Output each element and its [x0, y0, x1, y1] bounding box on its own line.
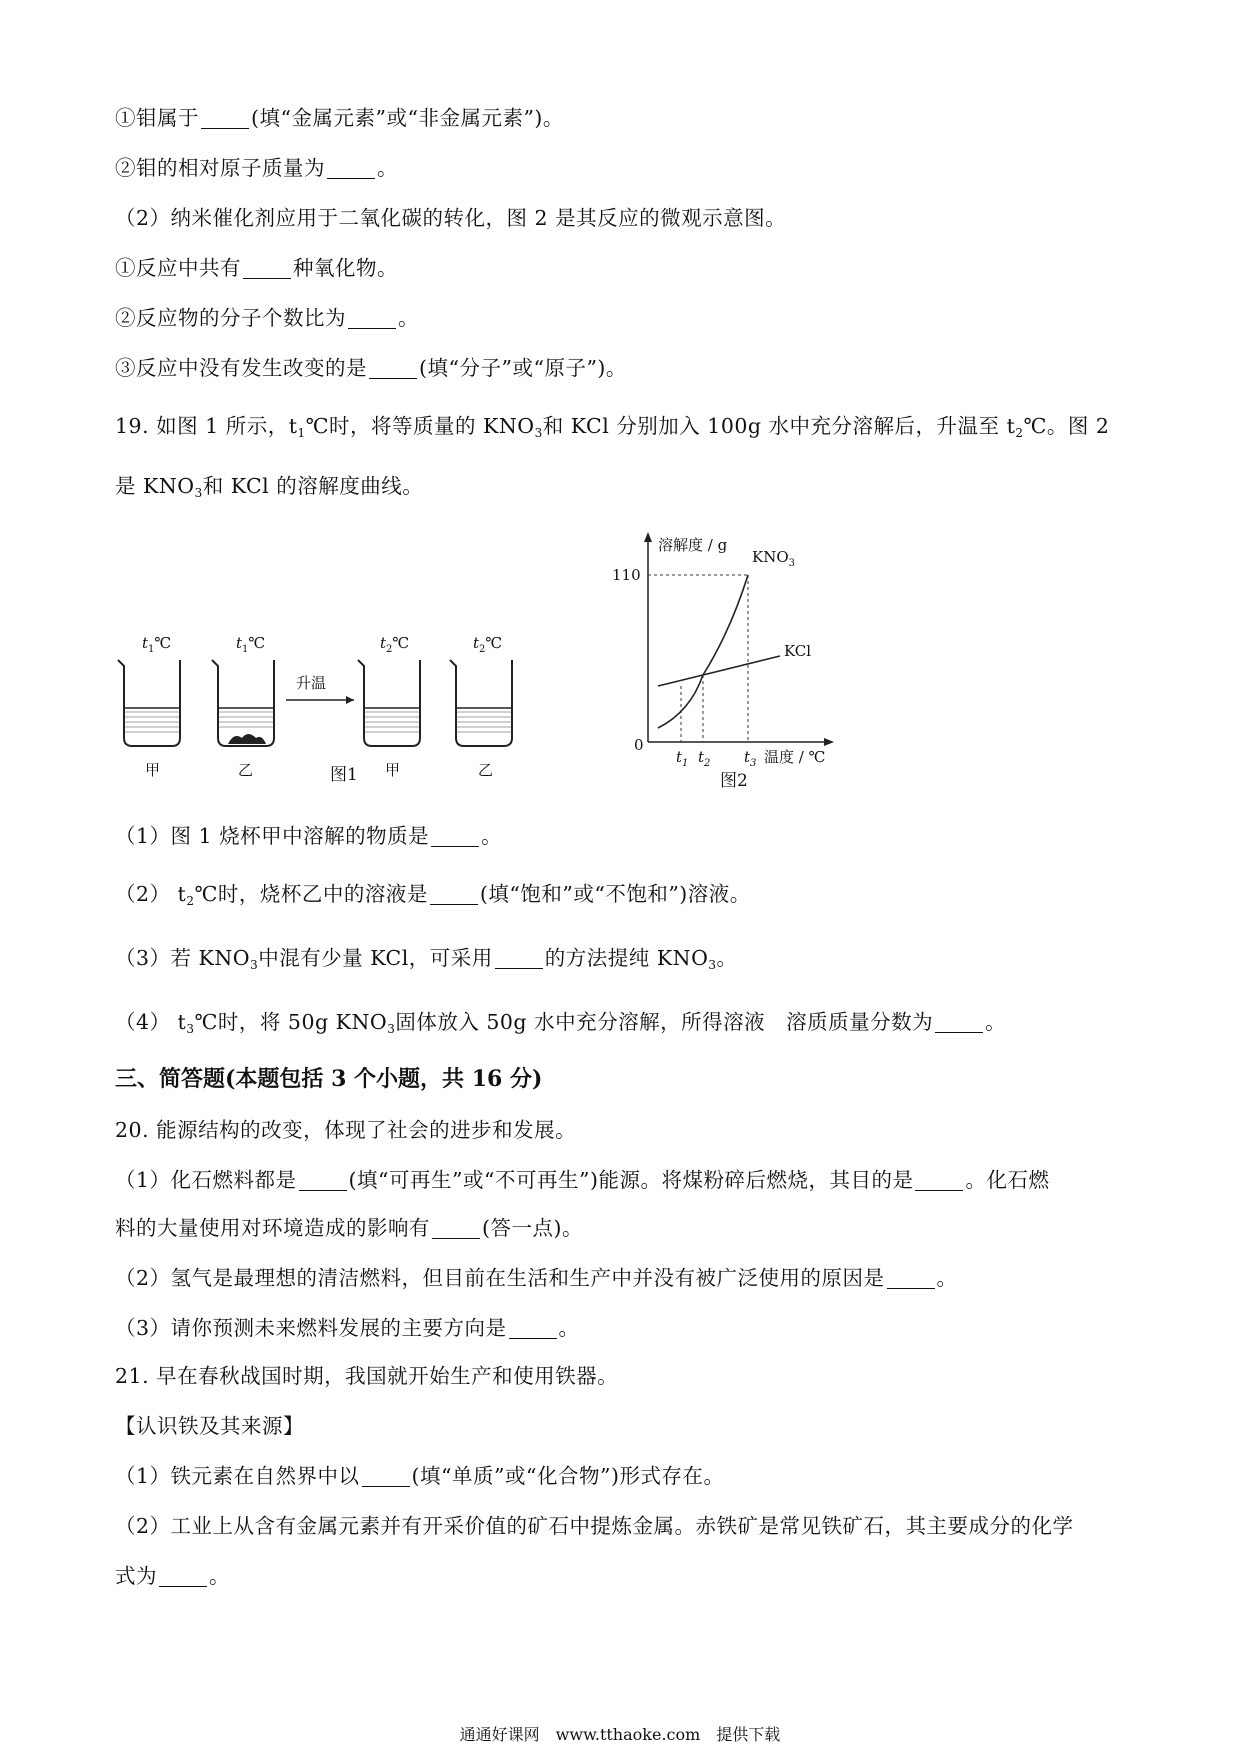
q19-sub1: （1）图 1 烧杯甲中溶解的物质是 。	[115, 824, 503, 848]
answer-blank[interactable]	[327, 177, 375, 179]
figure2-caption: 图2	[720, 771, 748, 791]
answer-blank[interactable]	[887, 1287, 935, 1289]
x-tick-t1: $t_1$	[676, 748, 689, 769]
heating-arrow	[286, 674, 354, 704]
beaker-3-temp: $t_2℃$	[380, 634, 410, 655]
x-tick-t3: $t_3$	[744, 748, 757, 769]
beaker-4-label: 乙	[478, 761, 494, 779]
beaker-4-temp: $t_2℃$	[473, 634, 503, 655]
answer-blank[interactable]	[348, 327, 396, 329]
arrow-label: 升温	[296, 674, 327, 692]
q19-sub4: （4） $t_3℃$时，将 50g $KNO_3$固体放入 50g 水中充分溶解，所得溶液 溶质质量分数为 。	[115, 1010, 1007, 1036]
series-kcl-line	[658, 656, 780, 686]
q20-item2: （2）氢气是最理想的清洁燃料，但目前在生活和生产中并没有被广泛使用的原因是 。	[115, 1266, 958, 1290]
beaker-3-label: 甲	[385, 761, 401, 779]
series-kcl-label: KCl	[784, 642, 812, 660]
q18-part2-sub2: ②反应物的分子个数比为 。	[115, 306, 419, 330]
undissolved-solid	[228, 734, 266, 744]
answer-blank[interactable]	[243, 277, 291, 279]
q20-item1-line2: 料的大量使用对环境造成的影响有 (答一点)。	[115, 1216, 583, 1240]
beaker-1-temp: $t_1℃$	[142, 634, 172, 655]
beaker-1	[118, 634, 180, 779]
q18-part2-sub1: ①反应中共有 种氧化物。	[115, 256, 398, 280]
q19-stem-line2: 是 $KNO_3$和 KCl 的溶解度曲线。	[115, 474, 424, 500]
q20-item1-line1: （1）化石燃料都是 (填“可再生”或“不可再生”)能源。将煤粉碎后燃烧，其目的是 。化石燃	[115, 1168, 1050, 1192]
figure2-solubility-chart	[612, 528, 860, 791]
q19-stem-line1: 19. 如图 1 所示，$t_1℃$时，将等质量的 $KNO_3$和 KCl 分别加入 100g 水中充分溶解后，升温至 $t_2℃$。图 2	[115, 414, 1110, 440]
series-kno3-label: $KNO_3$	[752, 548, 796, 569]
answer-blank[interactable]	[362, 1485, 410, 1487]
q19-sub2: （2） $t_2℃$时，烧杯乙中的溶液是 (填“饱和”或“不饱和”)溶液。	[115, 882, 751, 908]
x-axis-label: 温度 / ℃	[764, 748, 826, 766]
q18-sub2: ②钼的相对原子质量为 。	[115, 156, 398, 180]
answer-blank[interactable]	[935, 1031, 983, 1033]
origin-label: 0	[634, 736, 644, 754]
beaker-3	[358, 634, 420, 779]
answer-blank[interactable]	[431, 845, 479, 847]
answer-blank[interactable]	[430, 903, 478, 905]
answer-blank[interactable]	[495, 967, 543, 969]
answer-blank[interactable]	[299, 1189, 347, 1191]
q18-part2-sub3: ③反应中没有发生改变的是 (填“分子”或“原子”)。	[115, 356, 627, 380]
beaker-2-temp: $t_1℃$	[236, 634, 266, 655]
answer-blank[interactable]	[509, 1337, 557, 1339]
page-footer: 通通好课网 www.tthaoke.com 提供下载	[459, 1725, 781, 1744]
answer-blank[interactable]	[201, 127, 249, 129]
q19-sub3: （3）若 $KNO_3$中混有少量 KCl，可采用 的方法提纯 $KNO_3$。	[115, 946, 738, 972]
figure1-beakers	[110, 620, 610, 790]
q18-part2: （2）纳米催化剂应用于二氧化碳的转化，图 2 是其反应的微观示意图。	[115, 206, 787, 230]
answer-blank[interactable]	[432, 1237, 480, 1239]
q21-intro: 21. 早在春秋战国时期，我国就开始生产和使用铁器。	[115, 1364, 619, 1388]
q20-item3: （3）请你预测未来燃料发展的主要方向是 。	[115, 1316, 580, 1340]
q21-item2-line1: （2）工业上从含有金属元素并有开采价值的矿石中提炼金属。赤铁矿是常见铁矿石，其主要成分的化学	[115, 1514, 1074, 1538]
answer-blank[interactable]	[915, 1189, 963, 1191]
figure1-caption: 图1	[330, 765, 358, 785]
answer-blank[interactable]	[369, 377, 417, 379]
beaker-1-label: 甲	[145, 761, 161, 779]
q18-sub1: ①钼属于 (填“金属元素”或“非金属元素”)。	[115, 106, 564, 130]
y-axis-label: 溶解度 / g	[658, 536, 728, 554]
beaker-2	[212, 634, 274, 779]
q21-subhead: 【认识铁及其来源】	[115, 1414, 304, 1438]
y-tick-110: 110	[612, 566, 641, 584]
beaker-2-label: 乙	[238, 761, 254, 779]
q21-item1: （1）铁元素在自然界中以 (填“单质”或“化合物”)形式存在。	[115, 1464, 725, 1488]
q21-item2-line2: 式为 。	[115, 1564, 230, 1588]
section3-heading: 三、简答题(本题包括 3 个小题，共 16 分)	[115, 1066, 543, 1092]
q20-intro: 20. 能源结构的改变，体现了社会的进步和发展。	[115, 1118, 577, 1142]
answer-blank[interactable]	[159, 1585, 207, 1587]
x-tick-t2: $t_2$	[698, 748, 711, 769]
beaker-4	[450, 634, 512, 779]
